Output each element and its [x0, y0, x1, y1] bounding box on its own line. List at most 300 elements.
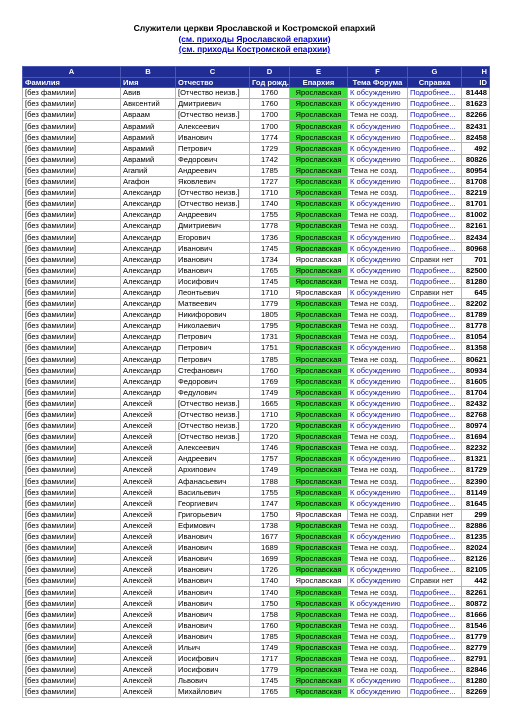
eparchy-cell: Ярославская — [290, 88, 348, 99]
name-cell: Алексей — [121, 565, 176, 576]
patronymic-cell: Иванович — [176, 609, 250, 620]
id-cell: 80954 — [462, 165, 490, 176]
eparchy-cell: Ярославская — [290, 398, 348, 409]
name-cell: Алексей — [121, 454, 176, 465]
table-row — [23, 609, 490, 620]
birth-year-cell: 1717 — [250, 653, 290, 664]
id-cell: 81694 — [462, 431, 490, 442]
name-cell: Александр — [121, 354, 176, 365]
id-cell: 82232 — [462, 443, 490, 454]
birth-year-cell: 1749 — [250, 465, 290, 476]
reference-link[interactable]: Подробнее... — [408, 365, 462, 376]
eparchy-cell: Ярославская — [290, 276, 348, 287]
surname-cell: [без фамилии] — [23, 531, 121, 542]
name-cell: Алексей — [121, 420, 176, 431]
id-cell: 82500 — [462, 265, 490, 276]
table-body — [23, 88, 490, 698]
patronymic-cell: Андреевич — [176, 454, 250, 465]
eparchy-cell: Ярославская — [290, 298, 348, 309]
birth-year-cell: 1758 — [250, 609, 290, 620]
patronymic-cell: Ильич — [176, 642, 250, 653]
patronymic-cell: Георгиевич — [176, 498, 250, 509]
table-row — [23, 443, 490, 454]
reference-link[interactable]: Подробнее... — [408, 154, 462, 165]
reference-link[interactable]: Подробнее... — [408, 565, 462, 576]
birth-year-cell: 1747 — [250, 498, 290, 509]
table-row — [23, 420, 490, 431]
surname-cell: [без фамилии] — [23, 565, 121, 576]
id-cell: 82390 — [462, 476, 490, 487]
birth-year-cell: 1700 — [250, 110, 290, 121]
reference-link[interactable]: Подробнее... — [408, 553, 462, 564]
eparchy-cell: Ярославская — [290, 187, 348, 198]
name-cell: Александр — [121, 332, 176, 343]
id-cell: 82431 — [462, 121, 490, 132]
birth-year-cell: 1779 — [250, 664, 290, 675]
table-row — [23, 520, 490, 531]
birth-year-cell: 1665 — [250, 398, 290, 409]
header-surname[interactable]: Фамилия — [23, 77, 121, 88]
forum-topic-link: Тема не созд. — [348, 221, 408, 232]
eparchy-cell: Ярославская — [290, 431, 348, 442]
eparchy-cell: Ярославская — [290, 565, 348, 576]
surname-cell: [без фамилии] — [23, 121, 121, 132]
birth-year-cell: 1736 — [250, 232, 290, 243]
birth-year-cell: 1755 — [250, 487, 290, 498]
eparchy-cell: Ярославская — [290, 332, 348, 343]
surname-cell: [без фамилии] — [23, 387, 121, 398]
name-cell: Александр — [121, 298, 176, 309]
name-cell: Александр — [121, 232, 176, 243]
col-letter: G — [408, 67, 462, 78]
reference-link[interactable]: Подробнее... — [408, 620, 462, 631]
surname-cell: [без фамилии] — [23, 476, 121, 487]
patronymic-cell: Федорович — [176, 376, 250, 387]
reference-link[interactable]: Подробнее... — [408, 687, 462, 698]
reference-link[interactable]: Подробнее... — [408, 454, 462, 465]
name-cell: Александр — [121, 365, 176, 376]
patronymic-cell: Иванович — [176, 531, 250, 542]
patronymic-cell: Васильевич — [176, 487, 250, 498]
name-cell: Авраам — [121, 110, 176, 121]
forum-topic-link: Тема не созд. — [348, 653, 408, 664]
column-letters-row — [23, 67, 490, 78]
header-id[interactable]: ID — [462, 77, 490, 88]
col-letter: H — [462, 67, 490, 78]
header-reference[interactable]: Справка — [408, 77, 462, 88]
surname-cell: [без фамилии] — [23, 675, 121, 686]
table-row — [23, 88, 490, 99]
forum-topic-link[interactable]: К обсуждению — [348, 454, 408, 465]
reference-link[interactable]: Подробнее... — [408, 99, 462, 110]
forum-topic-link[interactable]: К обсуждению — [348, 254, 408, 265]
surname-cell: [без фамилии] — [23, 376, 121, 387]
patronymic-cell: [Отчество неизв.] — [176, 398, 250, 409]
reference-link[interactable]: Подробнее... — [408, 221, 462, 232]
forum-topic-link: Тема не созд. — [348, 642, 408, 653]
id-cell: 82219 — [462, 187, 490, 198]
table-row — [23, 487, 490, 498]
reference-link[interactable]: Подробнее... — [408, 609, 462, 620]
name-cell: Аврамий — [121, 121, 176, 132]
surname-cell: [без фамилии] — [23, 243, 121, 254]
reference-link[interactable]: Подробнее... — [408, 243, 462, 254]
forum-topic-link: Тема не созд. — [348, 443, 408, 454]
patronymic-cell: Матвеевич — [176, 298, 250, 309]
patronymic-cell: Иванович — [176, 243, 250, 254]
surname-cell: [без фамилии] — [23, 254, 121, 265]
table-row — [23, 687, 490, 698]
patronymic-cell: Иванович — [176, 265, 250, 276]
id-cell: 82458 — [462, 132, 490, 143]
table-row — [23, 132, 490, 143]
forum-topic-link[interactable]: К обсуждению — [348, 143, 408, 154]
name-cell: Агапий — [121, 165, 176, 176]
name-cell: Александр — [121, 276, 176, 287]
eparchy-cell: Ярославская — [290, 509, 348, 520]
reference-link[interactable]: Подробнее... — [408, 631, 462, 642]
birth-year-cell: 1746 — [250, 443, 290, 454]
header-forum-topic[interactable]: Тема Форума — [348, 77, 408, 88]
surname-cell: [без фамилии] — [23, 509, 121, 520]
name-cell: Алексей — [121, 687, 176, 698]
name-cell: Алексей — [121, 509, 176, 520]
id-cell: 80974 — [462, 420, 490, 431]
reference-link[interactable]: Подробнее... — [408, 132, 462, 143]
surname-cell: [без фамилии] — [23, 198, 121, 209]
birth-year-cell: 1765 — [250, 265, 290, 276]
reference-link[interactable]: Подробнее... — [408, 520, 462, 531]
patronymic-cell: Ефимович — [176, 520, 250, 531]
reference-link[interactable]: Подробнее... — [408, 265, 462, 276]
reference-link[interactable]: Подробнее... — [408, 465, 462, 476]
header-eparchy[interactable]: Епархия — [290, 77, 348, 88]
yaroslavl-parishes-link[interactable]: (см. приходы Ярославской епархии) — [178, 33, 331, 44]
reference-link[interactable]: Подробнее... — [408, 431, 462, 442]
surname-cell: [без фамилии] — [23, 187, 121, 198]
forum-topic-link[interactable]: К обсуждению — [348, 88, 408, 99]
forum-topic-link: Тема не созд. — [348, 354, 408, 365]
table-row — [23, 198, 490, 209]
reference-link[interactable]: Подробнее... — [408, 276, 462, 287]
table-row — [23, 620, 490, 631]
table-row — [23, 99, 490, 110]
birth-year-cell: 1720 — [250, 431, 290, 442]
reference-link[interactable]: Подробнее... — [408, 232, 462, 243]
name-cell: Алексей — [121, 631, 176, 642]
patronymic-cell: [Отчество неизв.] — [176, 187, 250, 198]
birth-year-cell: 1760 — [250, 88, 290, 99]
name-cell: Алексей — [121, 542, 176, 553]
surname-cell: [без фамилии] — [23, 232, 121, 243]
eparchy-cell: Ярославская — [290, 210, 348, 221]
forum-topic-link: Тема не созд. — [348, 631, 408, 642]
surname-cell: [без фамилии] — [23, 443, 121, 454]
name-cell: Авксентий — [121, 99, 176, 110]
table-row — [23, 243, 490, 254]
forum-topic-link[interactable]: К обсуждению — [348, 498, 408, 509]
surname-cell: [без фамилии] — [23, 320, 121, 331]
id-cell: 81321 — [462, 454, 490, 465]
eparchy-cell: Ярославская — [290, 631, 348, 642]
forum-topic-link[interactable]: К обсуждению — [348, 409, 408, 420]
name-cell: Алексей — [121, 587, 176, 598]
patronymic-cell: [Отчество неизв.] — [176, 198, 250, 209]
id-cell: 82261 — [462, 587, 490, 598]
table-row — [23, 498, 490, 509]
birth-year-cell: 1760 — [250, 365, 290, 376]
forum-topic-link: Тема не созд. — [348, 110, 408, 121]
reference-link: Справки нет — [408, 254, 462, 265]
forum-topic-link[interactable]: К обсуждению — [348, 198, 408, 209]
surname-cell: [без фамилии] — [23, 587, 121, 598]
reference-link[interactable]: Подробнее... — [408, 598, 462, 609]
id-cell: 80621 — [462, 354, 490, 365]
surname-cell: [без фамилии] — [23, 276, 121, 287]
reference-link[interactable]: Подробнее... — [408, 420, 462, 431]
reference-link[interactable]: Подробнее... — [408, 409, 462, 420]
reference-link[interactable]: Подробнее... — [408, 398, 462, 409]
forum-topic-link[interactable]: К обсуждению — [348, 598, 408, 609]
forum-topic-link[interactable]: К обсуждению — [348, 576, 408, 587]
forum-topic-link: Тема не созд. — [348, 664, 408, 675]
reference-link[interactable]: Подробнее... — [408, 309, 462, 320]
reference-link[interactable]: Подробнее... — [408, 354, 462, 365]
surname-cell: [без фамилии] — [23, 354, 121, 365]
table-row — [23, 121, 490, 132]
reference-link[interactable]: Подробнее... — [408, 210, 462, 221]
forum-topic-link[interactable]: К обсуждению — [348, 265, 408, 276]
patronymic-cell: Егорович — [176, 232, 250, 243]
forum-topic-link[interactable]: К обсуждению — [348, 121, 408, 132]
id-cell: 81054 — [462, 332, 490, 343]
table-row — [23, 542, 490, 553]
patronymic-cell: Стефанович — [176, 365, 250, 376]
col-letter: D — [250, 67, 290, 78]
forum-topic-link[interactable]: К обсуждению — [348, 99, 408, 110]
id-cell: 82768 — [462, 409, 490, 420]
table-row — [23, 509, 490, 520]
forum-topic-link[interactable]: К обсуждению — [348, 365, 408, 376]
forum-topic-link[interactable]: К обсуждению — [348, 243, 408, 254]
birth-year-cell: 1745 — [250, 243, 290, 254]
forum-topic-link[interactable]: К обсуждению — [348, 176, 408, 187]
name-cell: Алексей — [121, 487, 176, 498]
header-birth-year[interactable]: Год рожд. — [250, 77, 290, 88]
forum-topic-link[interactable]: К обсуждению — [348, 420, 408, 431]
patronymic-cell: Яковлевич — [176, 176, 250, 187]
forum-topic-link: Тема не созд. — [348, 276, 408, 287]
surname-cell: [без фамилии] — [23, 498, 121, 509]
birth-year-cell: 1720 — [250, 420, 290, 431]
reference-link[interactable]: Подробнее... — [408, 187, 462, 198]
birth-year-cell: 1729 — [250, 143, 290, 154]
surname-cell: [без фамилии] — [23, 553, 121, 564]
id-cell: 81149 — [462, 487, 490, 498]
birth-year-cell: 1805 — [250, 309, 290, 320]
birth-year-cell: 1785 — [250, 631, 290, 642]
table-row — [23, 531, 490, 542]
surname-cell: [без фамилии] — [23, 132, 121, 143]
forum-topic-link[interactable]: К обсуждению — [348, 287, 408, 298]
patronymic-cell: Андреевич — [176, 165, 250, 176]
reference-link[interactable]: Подробнее... — [408, 642, 462, 653]
eparchy-cell: Ярославская — [290, 110, 348, 121]
reference-link[interactable]: Подробнее... — [408, 376, 462, 387]
reference-link[interactable]: Подробнее... — [408, 675, 462, 686]
table-row — [23, 431, 490, 442]
id-cell: 81235 — [462, 531, 490, 542]
reference-link[interactable]: Подробнее... — [408, 110, 462, 121]
forum-topic-link[interactable]: К обсуждению — [348, 675, 408, 686]
patronymic-cell: Леонтьевич — [176, 287, 250, 298]
forum-topic-link[interactable]: К обсуждению — [348, 376, 408, 387]
name-cell: Александр — [121, 320, 176, 331]
eparchy-cell: Ярославская — [290, 287, 348, 298]
id-cell: 82266 — [462, 110, 490, 121]
surname-cell: [без фамилии] — [23, 332, 121, 343]
reference-link[interactable]: Подробнее... — [408, 664, 462, 675]
id-cell: 82161 — [462, 221, 490, 232]
birth-year-cell: 1710 — [250, 409, 290, 420]
table-row — [23, 642, 490, 653]
forum-topic-link[interactable]: К обсуждению — [348, 232, 408, 243]
surname-cell: [без фамилии] — [23, 88, 121, 99]
reference-link[interactable]: Подробнее... — [408, 487, 462, 498]
forum-topic-link[interactable]: К обсуждению — [348, 154, 408, 165]
birth-year-cell: 1755 — [250, 210, 290, 221]
name-cell: Алексей — [121, 675, 176, 686]
reference-link[interactable]: Подробнее... — [408, 320, 462, 331]
name-cell: Алексей — [121, 498, 176, 509]
birth-year-cell: 1710 — [250, 287, 290, 298]
reference-link[interactable]: Подробнее... — [408, 143, 462, 154]
surname-cell: [без фамилии] — [23, 176, 121, 187]
patronymic-cell: Иосифович — [176, 653, 250, 664]
birth-year-cell: 1738 — [250, 520, 290, 531]
forum-topic-link[interactable]: К обсуждению — [348, 687, 408, 698]
reference-link[interactable]: Подробнее... — [408, 653, 462, 664]
surname-cell: [без фамилии] — [23, 609, 121, 620]
forum-topic-link[interactable]: К обсуждению — [348, 343, 408, 354]
table-row — [23, 465, 490, 476]
reference-link[interactable]: Подробнее... — [408, 542, 462, 553]
eparchy-cell: Ярославская — [290, 454, 348, 465]
reference-link[interactable]: Подробнее... — [408, 198, 462, 209]
table-row — [23, 398, 490, 409]
eparchy-cell: Ярославская — [290, 232, 348, 243]
birth-year-cell: 1710 — [250, 187, 290, 198]
surname-cell: [без фамилии] — [23, 598, 121, 609]
patronymic-cell: Иосифович — [176, 664, 250, 675]
eparchy-cell: Ярославская — [290, 598, 348, 609]
name-cell: Александр — [121, 221, 176, 232]
table-row — [23, 276, 490, 287]
eparchy-cell: Ярославская — [290, 320, 348, 331]
eparchy-cell: Ярославская — [290, 387, 348, 398]
name-cell: Алексей — [121, 443, 176, 454]
forum-topic-link[interactable]: К обсуждению — [348, 565, 408, 576]
table-row — [23, 476, 490, 487]
table-row — [23, 343, 490, 354]
reference-link[interactable]: Подробнее... — [408, 587, 462, 598]
reference-link[interactable]: Подробнее... — [408, 165, 462, 176]
reference-link[interactable]: Подробнее... — [408, 343, 462, 354]
forum-topic-link[interactable]: К обсуждению — [348, 132, 408, 143]
id-cell: 81729 — [462, 465, 490, 476]
id-cell: 81623 — [462, 99, 490, 110]
eparchy-cell: Ярославская — [290, 243, 348, 254]
reference-link[interactable]: Подробнее... — [408, 476, 462, 487]
forum-topic-link[interactable]: К обсуждению — [348, 487, 408, 498]
birth-year-cell: 1774 — [250, 132, 290, 143]
table-row — [23, 254, 490, 265]
id-cell: 81358 — [462, 343, 490, 354]
reference-link[interactable]: Подробнее... — [408, 531, 462, 542]
header-patronymic[interactable]: Отчество — [176, 77, 250, 88]
reference-link[interactable]: Подробнее... — [408, 332, 462, 343]
forum-topic-link: Тема не созд. — [348, 187, 408, 198]
reference-link[interactable]: Подробнее... — [408, 121, 462, 132]
surname-cell: [без фамилии] — [23, 287, 121, 298]
id-cell: 81789 — [462, 309, 490, 320]
table-row — [23, 553, 490, 564]
id-cell: 82269 — [462, 687, 490, 698]
table-row — [23, 376, 490, 387]
reference-link[interactable]: Подробнее... — [408, 176, 462, 187]
id-cell: 81779 — [462, 631, 490, 642]
reference-link[interactable]: Подробнее... — [408, 443, 462, 454]
eparchy-cell: Ярославская — [290, 409, 348, 420]
table-row — [23, 576, 490, 587]
patronymic-cell: [Отчество неизв.] — [176, 88, 250, 99]
col-letter: A — [23, 67, 121, 78]
birth-year-cell: 1769 — [250, 376, 290, 387]
name-cell: Александр — [121, 343, 176, 354]
forum-topic-link[interactable]: К обсуждению — [348, 398, 408, 409]
forum-topic-link[interactable]: К обсуждению — [348, 531, 408, 542]
surname-cell: [без фамилии] — [23, 454, 121, 465]
birth-year-cell: 1745 — [250, 675, 290, 686]
reference-link[interactable]: Подробнее... — [408, 498, 462, 509]
name-cell: Алексей — [121, 409, 176, 420]
reference-link[interactable]: Подробнее... — [408, 88, 462, 99]
eparchy-cell: Ярославская — [290, 198, 348, 209]
birth-year-cell: 1760 — [250, 620, 290, 631]
name-cell: Алексей — [121, 431, 176, 442]
id-cell: 82886 — [462, 520, 490, 531]
id-cell: 81002 — [462, 210, 490, 221]
id-cell: 80934 — [462, 365, 490, 376]
id-cell: 81645 — [462, 498, 490, 509]
header-name[interactable]: Имя — [121, 77, 176, 88]
forum-topic-link[interactable]: К обсуждению — [348, 387, 408, 398]
id-cell: 82105 — [462, 565, 490, 576]
reference-link[interactable]: Подробнее... — [408, 387, 462, 398]
name-cell: Алексей — [121, 476, 176, 487]
kostroma-parishes-link[interactable]: (см. приходы Костромской епархии) — [178, 44, 331, 54]
eparchy-cell: Ярославская — [290, 443, 348, 454]
table-row — [23, 265, 490, 276]
patronymic-cell: Михайлович — [176, 687, 250, 698]
eparchy-cell: Ярославская — [290, 221, 348, 232]
page-header — [0, 0, 509, 55]
eparchy-cell: Ярославская — [290, 354, 348, 365]
eparchy-cell: Ярославская — [290, 165, 348, 176]
birth-year-cell: 1785 — [250, 165, 290, 176]
name-cell: Александр — [121, 210, 176, 221]
reference-link[interactable]: Подробнее... — [408, 298, 462, 309]
